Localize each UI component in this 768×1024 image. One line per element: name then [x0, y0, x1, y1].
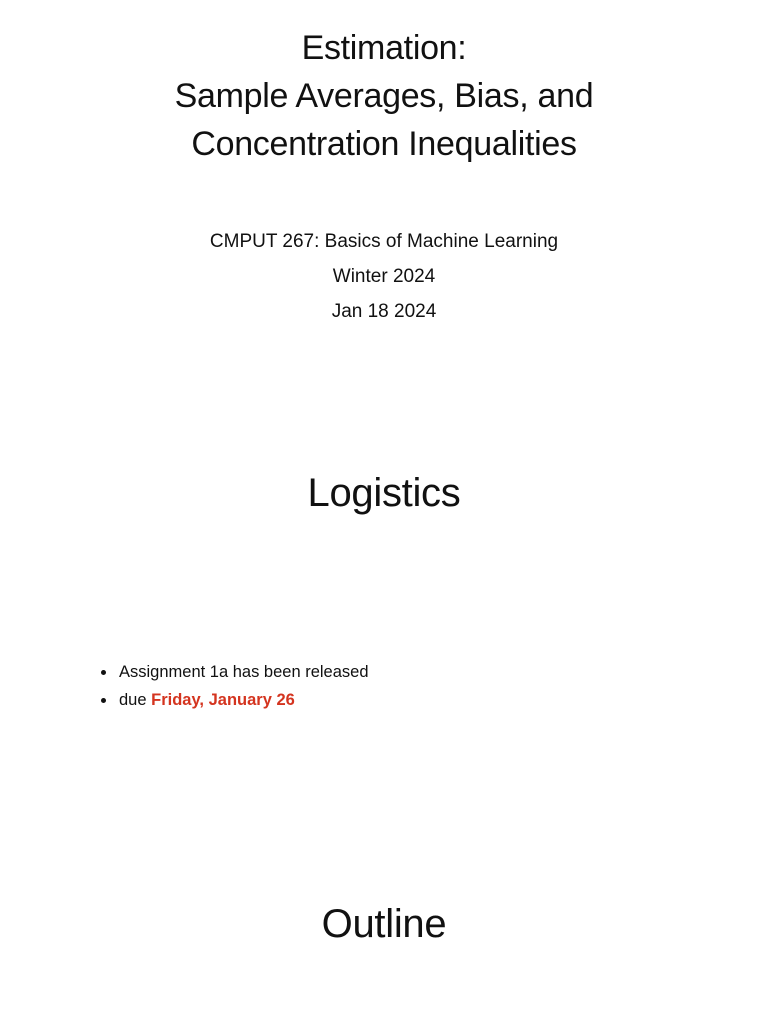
bullet-dot-icon [101, 698, 106, 703]
logistics-bullet-list [100, 658, 369, 714]
bullet-dot-icon [101, 670, 106, 675]
lecture-date: Jan 18 2024 [331, 301, 437, 322]
title-slide [0, 24, 768, 168]
bullet-text: Assignment 1a has been released [119, 663, 369, 681]
bullet-text: due [119, 691, 152, 709]
slide-title-line-3: Concentration Inequalities [191, 125, 577, 163]
title-slide-meta [0, 224, 768, 329]
slide-title-line-1: Estimation: [301, 29, 467, 67]
due-date-highlight: Friday, January 26 [151, 691, 295, 709]
course-name: CMPUT 267: Basics of Machine Learning [209, 231, 559, 252]
slide-title-line-2: Sample Averages, Bias, and [174, 77, 594, 115]
term: Winter 2024 [332, 266, 436, 287]
outline-heading: Outline [321, 902, 447, 946]
logistics-heading: Logistics [307, 471, 461, 515]
bullet-item [100, 686, 369, 714]
bullet-item [100, 658, 369, 686]
